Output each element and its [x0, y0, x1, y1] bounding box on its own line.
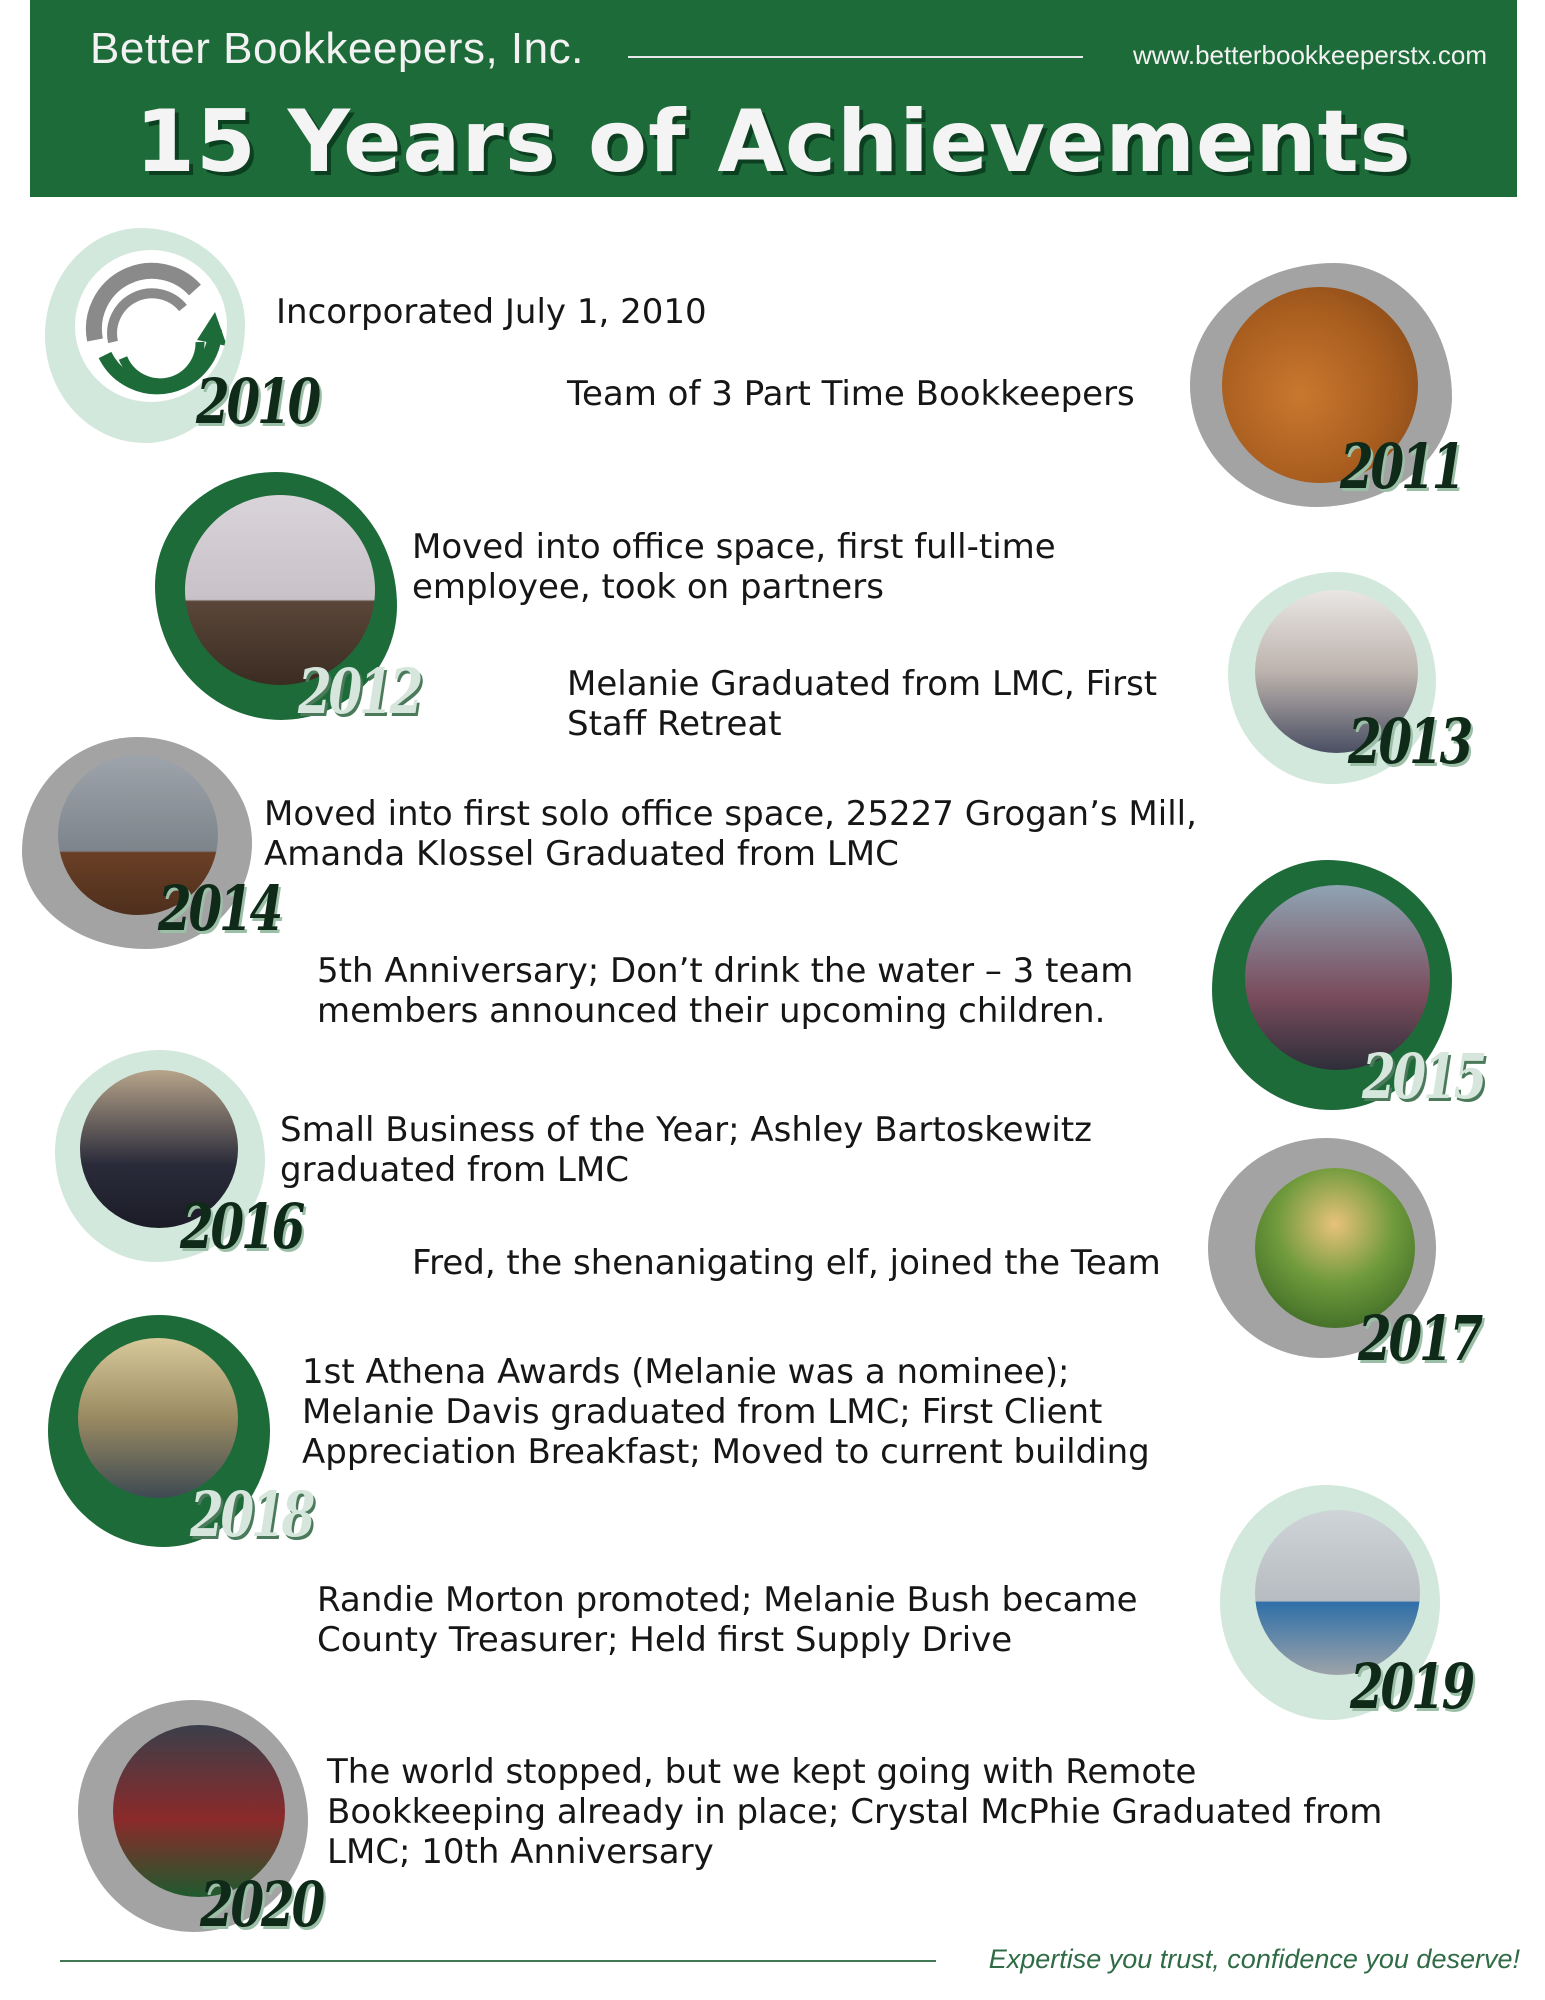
milestone-line: The world stopped, but we kept going with Remote — [327, 1752, 1197, 1792]
milestone-line: Melanie Graduated from LMC, First — [567, 664, 1158, 704]
website-link[interactable]: www.betterbookkeeperstx.com — [1132, 40, 1487, 70]
milestone-line: County Treasurer; Held first Supply Drive — [317, 1620, 1013, 1660]
milestone-line: Small Business of the Year; Ashley Bartoskewitz — [280, 1110, 1093, 1150]
footer-divider — [60, 1960, 936, 1962]
year-2013: 2013 — [1348, 705, 1471, 778]
milestone-2013-text — [567, 664, 1157, 744]
company-name: Better Bookkeepers, Inc. — [90, 24, 584, 73]
milestone-line: members announced their upcoming children. — [317, 991, 1106, 1031]
milestone-2020-text — [327, 1752, 1382, 1872]
milestone-line: LMC; 10th Anniversary — [327, 1832, 714, 1872]
milestone-line: graduated from LMC — [280, 1150, 629, 1190]
milestone-2016-text — [280, 1110, 1092, 1190]
page-title: 15 Years of Achievements — [135, 92, 1412, 192]
year-2015: 2015 — [1362, 1040, 1485, 1113]
milestone-2011-text — [567, 374, 1135, 414]
milestone-line: Appreciation Breakfast; Moved to current building — [302, 1432, 1150, 1472]
milestone-line: Team of 3 Part Time Bookkeepers — [567, 374, 1135, 414]
milestone-line: Incorporated July 1, 2010 — [276, 292, 707, 332]
milestone-2015-text — [317, 951, 1133, 1031]
milestone-line: Amanda Klossel Graduated from LMC — [264, 834, 899, 874]
milestone-line: Melanie Davis graduated from LMC; First Client — [302, 1392, 1103, 1432]
milestone-2018-text — [302, 1352, 1150, 1472]
milestone-line: 1st Athena Awards (Melanie was a nominee); — [302, 1352, 1070, 1392]
milestone-line: Moved into office space, first full-time — [412, 527, 1056, 567]
milestone-2012-text — [412, 527, 1056, 607]
year-2018: 2018 — [190, 1478, 313, 1551]
milestone-line: Moved into first solo office space, 25227 Grogan’s Mill, — [264, 794, 1197, 834]
footer-tagline: Expertise you trust, confidence you deserve! — [988, 1944, 1520, 1974]
year-2014: 2014 — [158, 872, 281, 945]
milestone-2017-text — [412, 1243, 1161, 1283]
year-2016: 2016 — [180, 1190, 303, 1263]
milestone-2019-text — [317, 1580, 1138, 1660]
year-2019: 2019 — [1350, 1650, 1473, 1723]
milestone-2014-text — [264, 794, 1197, 874]
photo-2018-breakfast — [78, 1338, 238, 1498]
milestone-line: employee, took on partners — [412, 567, 884, 607]
milestone-line: Fred, the shenanigating elf, joined the Team — [412, 1243, 1161, 1283]
year-2020: 2020 — [200, 1868, 323, 1941]
header-banner — [30, 0, 1517, 197]
milestone-line: Randie Morton promoted; Melanie Bush became — [317, 1580, 1138, 1620]
milestone-2010-text — [276, 292, 707, 332]
year-2017: 2017 — [1358, 1302, 1481, 1375]
milestone-line: 5th Anniversary; Don’t drink the water – 3 team — [317, 951, 1134, 991]
milestone-line: Bookkeeping already in place; Crystal McPhie Graduated from — [327, 1792, 1383, 1832]
year-2010: 2010 — [196, 365, 319, 438]
year-2011: 2011 — [1340, 430, 1463, 503]
milestone-line: Staff Retreat — [567, 704, 782, 744]
header-divider — [628, 56, 1083, 58]
year-2012: 2012 — [298, 655, 421, 728]
